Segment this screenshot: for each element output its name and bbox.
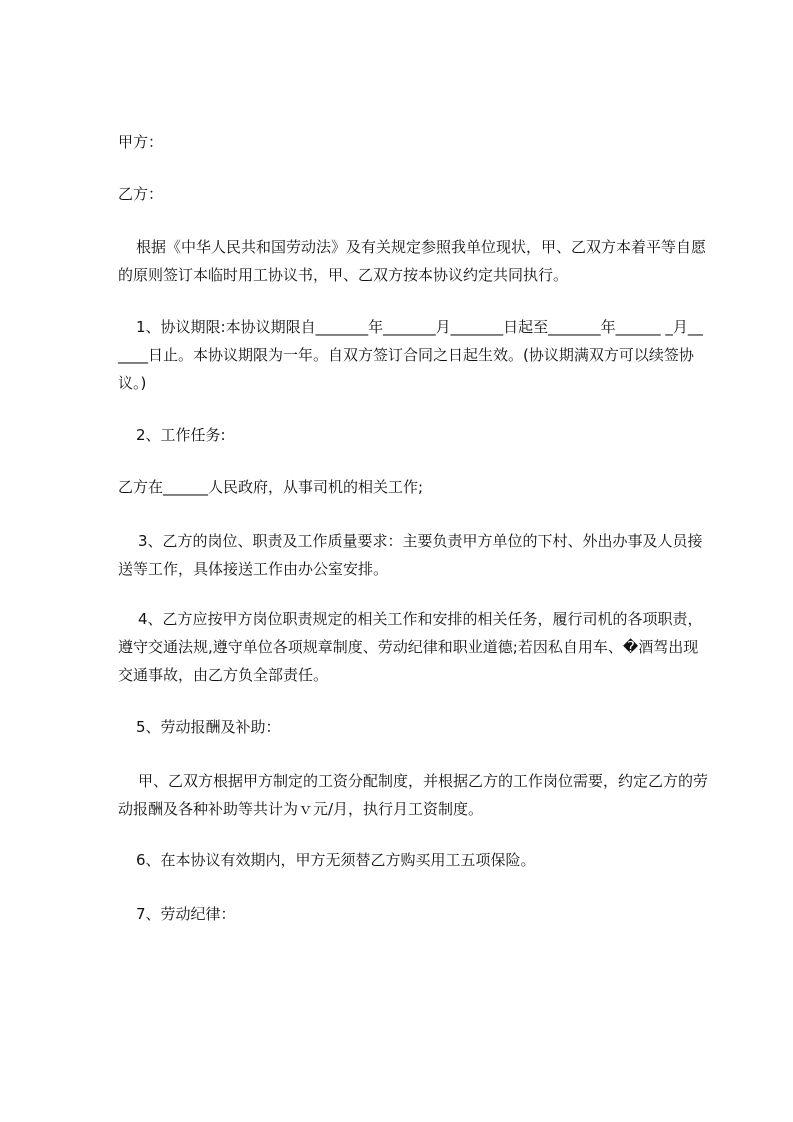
intro-paragraph: 根据《中华人民共和国劳动法》及有关规定参照我单位现状，甲、乙双方本着平等自愿的原则签订本临时用工协议书，甲、乙双方按本协议约定共同执行。: [118, 238, 707, 284]
clause-4-obligations: 4、乙方应按甲方岗位职责规定的相关工作和安排的相关任务，履行司机的各项职责，遵守交通法规,遵守单位各项规章制度、劳动纪律和职业道德;若因私自用车、�酒驾出现交通事故，由乙方负全部责任。: [118, 610, 703, 684]
party-a-label: 甲方：: [118, 133, 164, 151]
clause-6-insurance: 6、在本协议有效期内，甲方无须替乙方购买用工五项保险。: [136, 851, 536, 869]
party-b-label: 乙方：: [118, 185, 164, 203]
clause-2-title: 2、工作任务:: [136, 426, 226, 444]
clause-5-title: 5、劳动报酬及补助：: [136, 718, 281, 736]
clause-3-duties: 3、乙方的岗位、职责及工作质量要求：主要负责甲方单位的下村、外出办事及人员接送等工作，具体接送工作由办公室安排。: [118, 532, 703, 578]
clause-1-term: 1、协议期限:本协议期限自_______年_______月_______日起至_______年______ _月______日止。本协议期限为一年。自双方签订合同之日起生效。(协议期满双方可以续签协议。): [118, 318, 703, 392]
clause-2-body: 乙方在______人民政府，从事司机的相关工作;: [118, 478, 424, 496]
clause-7-title: 7、劳动纪律：: [136, 905, 236, 923]
clause-5-body: 甲、乙双方根据甲方制定的工资分配制度，并根据乙方的工作岗位需要，约定乙方的劳动报酬及各种补助等共计为ｖ元/月，执行月工资制度。: [118, 772, 709, 818]
